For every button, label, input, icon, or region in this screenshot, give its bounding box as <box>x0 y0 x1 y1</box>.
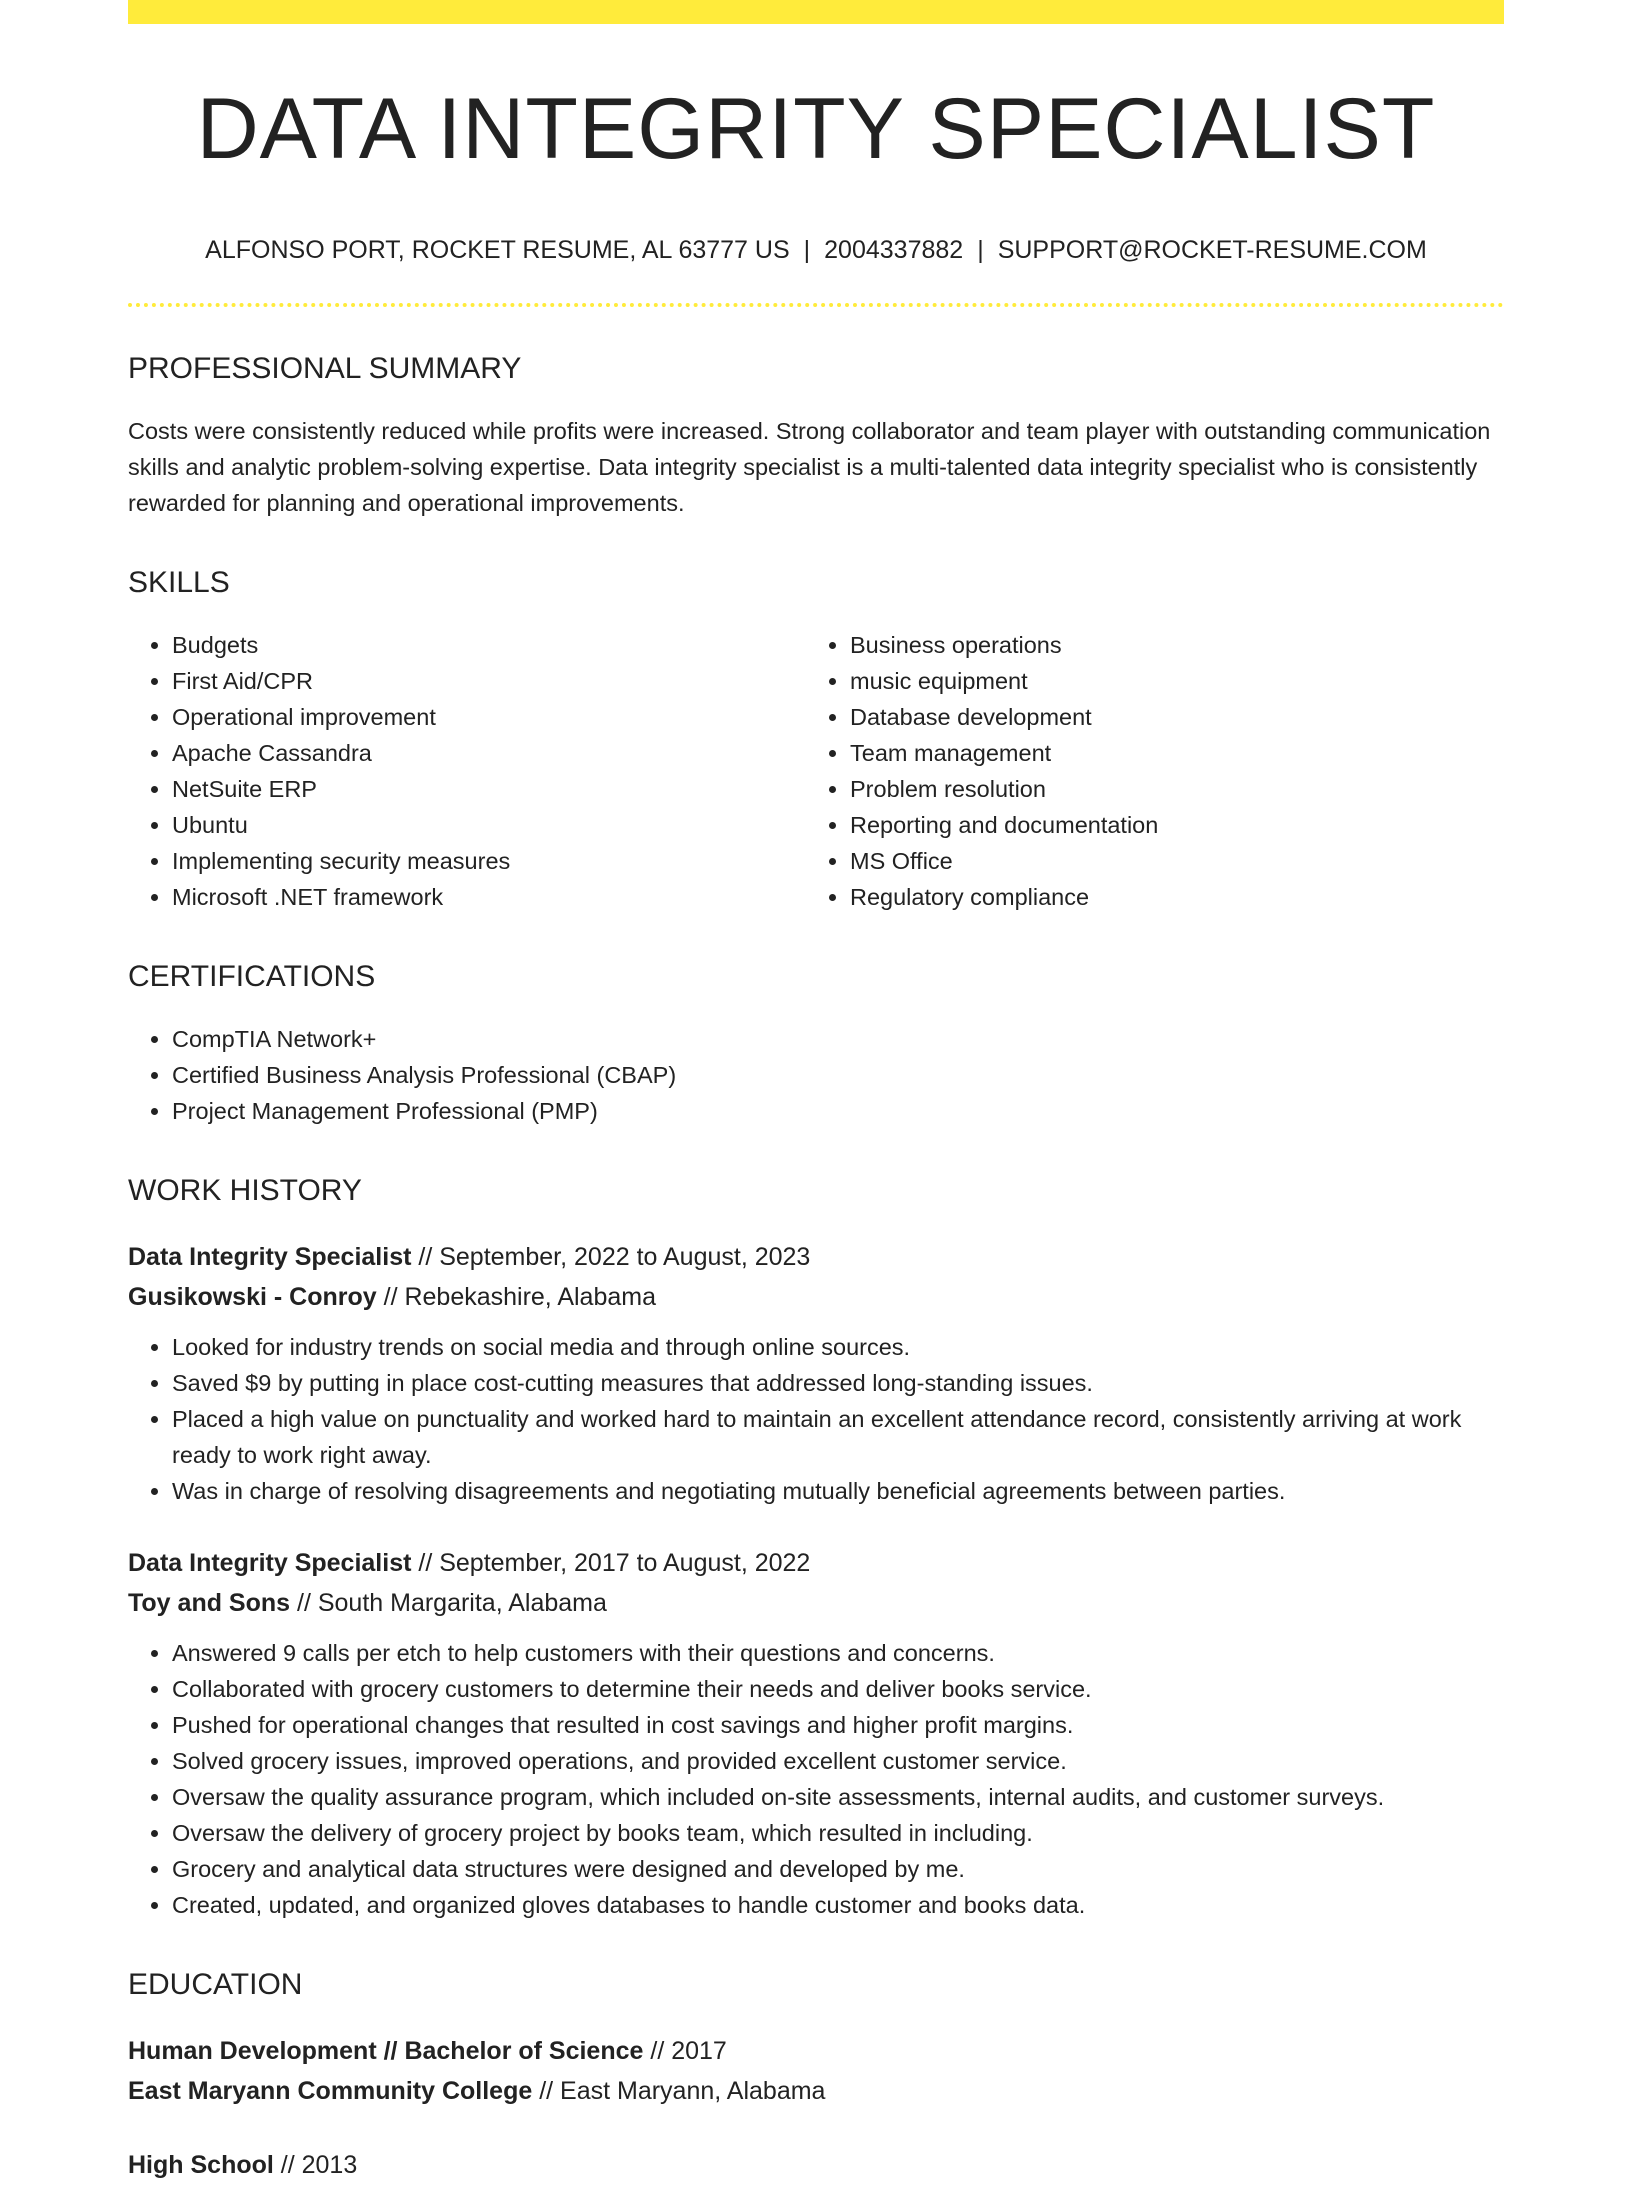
skill-item: • Operational improvement <box>172 699 806 735</box>
education-degree: Human Development // Bachelor of Science <box>128 2036 644 2065</box>
job-bullets <box>128 1329 1504 1509</box>
skill-item: • Business operations <box>850 627 1484 663</box>
skill-item: • Ubuntu <box>172 807 806 843</box>
job-bullet: • Placed a high value on punctuality and worked hard to maintain an excellent attendance record, consistently arriving at work ready to work right away. <box>172 1401 1504 1473</box>
job-bullet: • Collaborated with grocery customers to determine their needs and deliver books service. <box>172 1671 1504 1707</box>
skills-column-left <box>128 627 806 915</box>
skill-item: • MS Office <box>850 843 1484 879</box>
education-degree: High School <box>128 2150 274 2179</box>
job-bullet: • Oversaw the delivery of grocery project by books team, which resulted in including. <box>172 1815 1504 1851</box>
skill-item: • Implementing security measures <box>172 843 806 879</box>
job-company-line <box>128 1583 1504 1623</box>
skill-item: • Apache Cassandra <box>172 735 806 771</box>
summary-text: Costs were consistently reduced while profits were increased. Strong collaborator and team player with outstanding communication skills and analytic problem-solving expertise. Data integrity specialist is a multi-talented data integrity specialist who is consistently rewarded for planning and operational improvements. <box>128 417 1491 516</box>
job-bullet: • Saved $9 by putting in place cost-cutting measures that addressed long-standing issues. <box>172 1365 1504 1401</box>
contact-email: SUPPORT@ROCKET-RESUME.COM <box>997 235 1427 264</box>
education-entry <box>128 2145 1504 2185</box>
skills-list-right <box>806 627 1484 915</box>
skills-column-right <box>806 627 1484 915</box>
job-bullet: • Answered 9 calls per etch to help customers with their questions and concerns. <box>172 1635 1504 1671</box>
accent-top-bar <box>128 0 1504 24</box>
contact-line <box>128 235 1504 265</box>
skill-item: • Database development <box>850 699 1484 735</box>
job-dates: // September, 2017 to August, 2022 <box>411 1548 811 1577</box>
job-entry <box>128 1543 1504 1923</box>
contact-phone: 2004337882 <box>824 235 964 264</box>
skill-item: • NetSuite ERP <box>172 771 806 807</box>
certifications-list <box>128 1021 1504 1129</box>
skills-columns <box>128 627 1504 915</box>
education-heading: EDUCATION <box>128 1967 303 2001</box>
certification-item: • Project Management Professional (PMP) <box>172 1093 1504 1129</box>
education-school-line <box>128 2071 1504 2111</box>
job-bullet: • Looked for industry trends on social media and through online sources. <box>172 1329 1504 1365</box>
skill-item: • Regulatory compliance <box>850 879 1484 915</box>
job-company: Gusikowski - Conroy <box>128 1282 377 1311</box>
skill-item: • First Aid/CPR <box>172 663 806 699</box>
skill-item: • Reporting and documentation <box>850 807 1484 843</box>
education-year: // 2017 <box>643 2036 727 2065</box>
skill-item: • music equipment <box>850 663 1484 699</box>
contact-separator: | <box>977 235 984 264</box>
job-bullet: • Solved grocery issues, improved operations, and provided excellent customer service. <box>172 1743 1504 1779</box>
certification-item: • Certified Business Analysis Professional (CBAP) <box>172 1057 1504 1093</box>
resume-page <box>128 0 1504 2185</box>
job-bullet: • Created, updated, and organized gloves databases to handle customer and books data. <box>172 1887 1504 1923</box>
job-bullet: • Oversaw the quality assurance program, which included on-site assessments, internal audits, and customer surveys. <box>172 1779 1504 1815</box>
skill-item: • Team management <box>850 735 1484 771</box>
contact-separator: | <box>803 235 811 264</box>
job-title-line <box>128 1543 1504 1583</box>
education-location: // East Maryann, Alabama <box>532 2076 826 2105</box>
job-location: // Rebekashire, Alabama <box>376 1282 656 1311</box>
job-company-line <box>128 1277 1504 1317</box>
job-bullet: • Was in charge of resolving disagreements and negotiating mutually beneficial agreements between parties. <box>172 1473 1504 1509</box>
skills-heading: SKILLS <box>128 565 230 599</box>
dotted-divider <box>128 303 1504 307</box>
certifications-heading: CERTIFICATIONS <box>128 959 376 993</box>
work-history-heading: WORK HISTORY <box>128 1173 362 1207</box>
skills-list-left <box>128 627 806 915</box>
skill-item: • Microsoft .NET framework <box>172 879 806 915</box>
skill-item: • Budgets <box>172 627 806 663</box>
job-company: Toy and Sons <box>128 1588 291 1617</box>
contact-address: ALFONSO PORT, ROCKET RESUME, AL 63777 US <box>205 235 790 264</box>
job-location: // South Margarita, Alabama <box>290 1588 607 1617</box>
education-school: East Maryann Community College <box>128 2076 533 2105</box>
summary-heading: PROFESSIONAL SUMMARY <box>128 351 522 385</box>
job-bullets <box>128 1635 1504 1923</box>
job-role: Data Integrity Specialist <box>128 1548 412 1577</box>
job-dates: // September, 2022 to August, 2023 <box>411 1242 811 1271</box>
job-bullet: • Grocery and analytical data structures were designed and developed by me. <box>172 1851 1504 1887</box>
job-bullet: • Pushed for operational changes that resulted in cost savings and higher profit margins. <box>172 1707 1504 1743</box>
job-title-line <box>128 1237 1504 1277</box>
resume-title: DATA INTEGRITY SPECIALIST <box>196 81 1436 177</box>
skill-item: • Problem resolution <box>850 771 1484 807</box>
certification-item: • CompTIA Network+ <box>172 1021 1504 1057</box>
job-entry <box>128 1237 1504 1509</box>
education-degree-line <box>128 2145 1504 2185</box>
job-role: Data Integrity Specialist <box>128 1242 412 1271</box>
education-degree-line <box>128 2031 1504 2071</box>
education-entry <box>128 2031 1504 2111</box>
education-year: // 2013 <box>273 2150 358 2179</box>
